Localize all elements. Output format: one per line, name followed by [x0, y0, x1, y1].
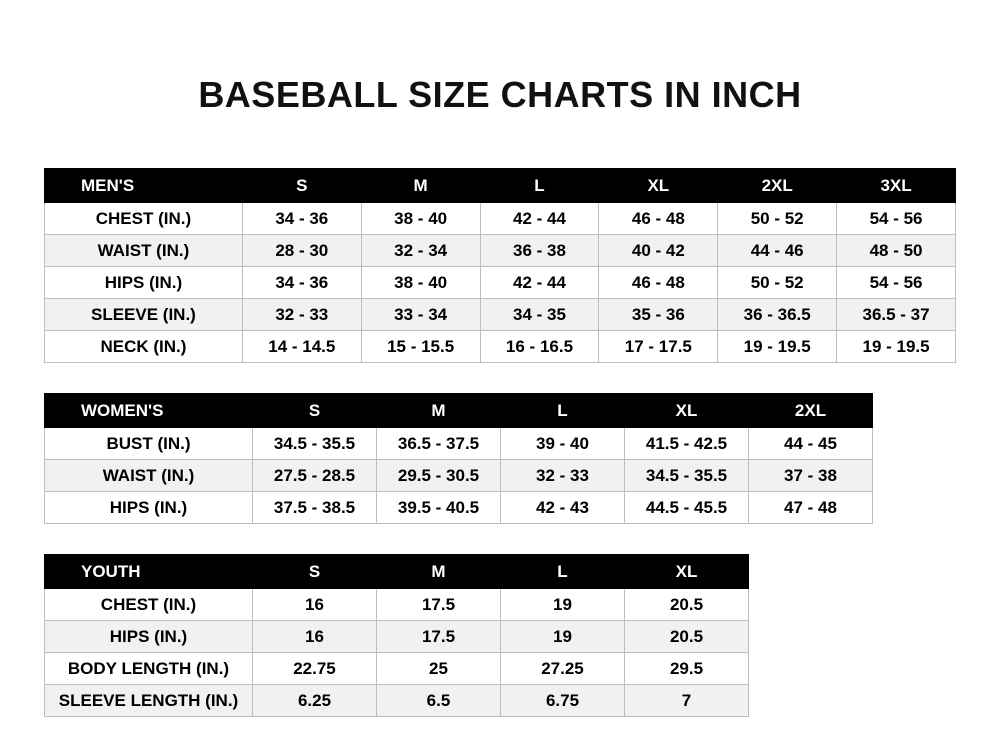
table-cell: 34 - 36: [242, 267, 361, 299]
table-cell: 17.5: [377, 621, 501, 653]
column-header: S: [242, 169, 361, 203]
table-cell: 50 - 52: [718, 203, 837, 235]
table-cell: 34 - 35: [480, 299, 599, 331]
table-row: [45, 460, 873, 492]
page-title: BASEBALL SIZE CHARTS IN INCH: [198, 74, 802, 115]
table-cell: 39 - 40: [501, 428, 625, 460]
table-cell: 36 - 36.5: [718, 299, 837, 331]
table-cell: 36.5 - 37: [837, 299, 956, 331]
row-label: BODY LENGTH (IN.): [45, 653, 253, 685]
table-cell: 44.5 - 45.5: [625, 492, 749, 524]
table-cell: 34.5 - 35.5: [625, 460, 749, 492]
column-header: YOUTH: [45, 555, 253, 589]
table-header-row: [45, 394, 873, 428]
table-cell: 20.5: [625, 621, 749, 653]
table-cell: 19 - 19.5: [837, 331, 956, 363]
table-cell: 20.5: [625, 589, 749, 621]
column-header: XL: [625, 555, 749, 589]
table-cell: 32 - 34: [361, 235, 480, 267]
mens-size-table: [44, 168, 956, 363]
table-gap: [44, 363, 956, 393]
table-cell: 46 - 48: [599, 203, 718, 235]
column-header: XL: [625, 394, 749, 428]
table-cell: 34.5 - 35.5: [253, 428, 377, 460]
column-header: S: [253, 555, 377, 589]
table-cell: 36.5 - 37.5: [377, 428, 501, 460]
table-cell: 16: [253, 589, 377, 621]
tables-container: [0, 168, 1000, 717]
table-cell: 38 - 40: [361, 203, 480, 235]
table-cell: 32 - 33: [501, 460, 625, 492]
column-header: M: [377, 555, 501, 589]
row-label: SLEEVE (IN.): [45, 299, 243, 331]
table-cell: 42 - 43: [501, 492, 625, 524]
row-label: SLEEVE LENGTH (IN.): [45, 685, 253, 717]
table-row: [45, 428, 873, 460]
table-cell: 32 - 33: [242, 299, 361, 331]
table-header-row: [45, 169, 956, 203]
row-label: HIPS (IN.): [45, 621, 253, 653]
table-cell: 6.5: [377, 685, 501, 717]
column-header: 2XL: [718, 169, 837, 203]
table-header-row: [45, 555, 749, 589]
row-label: HIPS (IN.): [45, 492, 253, 524]
table-cell: 47 - 48: [749, 492, 873, 524]
column-header: XL: [599, 169, 718, 203]
table-cell: 46 - 48: [599, 267, 718, 299]
table-gap: [44, 524, 956, 554]
table-row: [45, 267, 956, 299]
table-cell: 36 - 38: [480, 235, 599, 267]
table-cell: 16 - 16.5: [480, 331, 599, 363]
column-header: S: [253, 394, 377, 428]
youth-size-table: [44, 554, 749, 717]
table-row: [45, 235, 956, 267]
womens-size-table: [44, 393, 873, 524]
table-cell: 41.5 - 42.5: [625, 428, 749, 460]
table-cell: 6.75: [501, 685, 625, 717]
table-row: [45, 589, 749, 621]
row-label: WAIST (IN.): [45, 460, 253, 492]
column-header: L: [501, 555, 625, 589]
column-header: L: [480, 169, 599, 203]
table-row: [45, 331, 956, 363]
table-cell: 19 - 19.5: [718, 331, 837, 363]
table-cell: 54 - 56: [837, 203, 956, 235]
column-header: M: [361, 169, 480, 203]
table-cell: 17.5: [377, 589, 501, 621]
table-row: [45, 299, 956, 331]
table-cell: 42 - 44: [480, 203, 599, 235]
table-cell: 54 - 56: [837, 267, 956, 299]
table-cell: 34 - 36: [242, 203, 361, 235]
table-cell: 44 - 46: [718, 235, 837, 267]
row-label: NECK (IN.): [45, 331, 243, 363]
table-row: [45, 203, 956, 235]
table-row: [45, 492, 873, 524]
column-header: 3XL: [837, 169, 956, 203]
table-row: [45, 653, 749, 685]
table-cell: 37 - 38: [749, 460, 873, 492]
table-cell: 40 - 42: [599, 235, 718, 267]
table-cell: 17 - 17.5: [599, 331, 718, 363]
row-label: CHEST (IN.): [45, 589, 253, 621]
column-header: WOMEN'S: [45, 394, 253, 428]
column-header: MEN'S: [45, 169, 243, 203]
table-row: [45, 685, 749, 717]
column-header: 2XL: [749, 394, 873, 428]
table-cell: 42 - 44: [480, 267, 599, 299]
row-label: HIPS (IN.): [45, 267, 243, 299]
column-header: M: [377, 394, 501, 428]
table-cell: 27.5 - 28.5: [253, 460, 377, 492]
table-cell: 14 - 14.5: [242, 331, 361, 363]
table-cell: 28 - 30: [242, 235, 361, 267]
table-cell: 33 - 34: [361, 299, 480, 331]
table-cell: 44 - 45: [749, 428, 873, 460]
table-cell: 38 - 40: [361, 267, 480, 299]
table-cell: 35 - 36: [599, 299, 718, 331]
table-cell: 48 - 50: [837, 235, 956, 267]
table-cell: 16: [253, 621, 377, 653]
table-cell: 22.75: [253, 653, 377, 685]
column-header: L: [501, 394, 625, 428]
row-label: BUST (IN.): [45, 428, 253, 460]
table-row: [45, 621, 749, 653]
table-cell: 19: [501, 589, 625, 621]
table-cell: 27.25: [501, 653, 625, 685]
table-cell: 29.5: [625, 653, 749, 685]
table-cell: 19: [501, 621, 625, 653]
table-cell: 15 - 15.5: [361, 331, 480, 363]
table-cell: 29.5 - 30.5: [377, 460, 501, 492]
table-cell: 39.5 - 40.5: [377, 492, 501, 524]
row-label: CHEST (IN.): [45, 203, 243, 235]
table-cell: 6.25: [253, 685, 377, 717]
row-label: WAIST (IN.): [45, 235, 243, 267]
table-cell: 25: [377, 653, 501, 685]
table-cell: 37.5 - 38.5: [253, 492, 377, 524]
table-cell: 7: [625, 685, 749, 717]
table-cell: 50 - 52: [718, 267, 837, 299]
